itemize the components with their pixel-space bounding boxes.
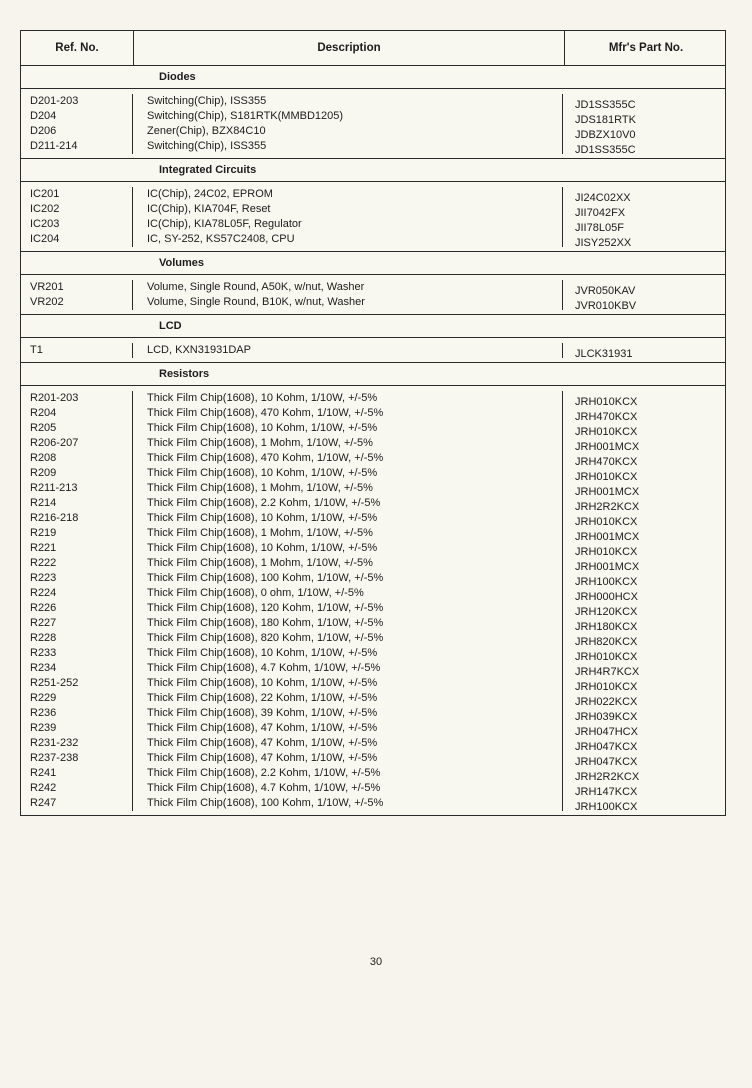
description-cell: Thick Film Chip(1608), 47 Kohm, 1/10W, +/-5%: [147, 737, 378, 749]
description-cell: Volume, Single Round, A50K, w/nut, Washer: [147, 281, 365, 293]
ref-no-cell: R224: [30, 587, 57, 599]
part-no-cell: JRH010KCX: [575, 651, 638, 663]
section-rows: [21, 89, 725, 159]
section-title-label: LCD: [159, 320, 182, 332]
ref-no-cell: R211-213: [30, 482, 78, 494]
description-cell: IC(Chip), 24C02, EPROM: [147, 188, 273, 200]
desc-column: [133, 391, 563, 811]
description-cell: Thick Film Chip(1608), 1 Mohm, 1/10W, +/-5%: [147, 557, 373, 569]
ref-no-cell: R226: [30, 602, 57, 614]
description-cell: LCD, KXN31931DAP: [147, 344, 251, 356]
part-no-cell: JRH180KCX: [575, 621, 638, 633]
section-title-label: Volumes: [159, 257, 205, 269]
ref-no-cell: D204: [30, 110, 57, 122]
section-title: [21, 66, 725, 89]
section-rows: [21, 338, 725, 363]
part-no-cell: JRH820KCX: [575, 636, 638, 648]
part-column: [563, 187, 725, 247]
description-cell: Thick Film Chip(1608), 10 Kohm, 1/10W, +/-5%: [147, 422, 378, 434]
ref-no-cell: R206-207: [30, 437, 79, 449]
part-no-cell: JRH2R2KCX: [575, 771, 640, 783]
ref-column: [21, 187, 133, 247]
section-title: [21, 159, 725, 182]
description-cell: Thick Film Chip(1608), 820 Kohm, 1/10W, +/-5%: [147, 632, 384, 644]
description-cell: Switching(Chip), ISS355: [147, 95, 267, 107]
part-column: [563, 94, 725, 154]
part-no-cell: JRH001MCX: [575, 531, 640, 543]
ref-no-cell: R221: [30, 542, 57, 554]
part-no-cell: JLCK31931: [575, 348, 633, 360]
description-cell: Thick Film Chip(1608), 10 Kohm, 1/10W, +/-5%: [147, 677, 378, 689]
part-no-cell: JRH001MCX: [575, 561, 640, 573]
ref-column: [21, 94, 133, 154]
part-column: [563, 391, 725, 811]
ref-no-cell: R205: [30, 422, 57, 434]
description-cell: Zener(Chip), BZX84C10: [147, 125, 266, 137]
description-cell: Thick Film Chip(1608), 10 Kohm, 1/10W, +/-5%: [147, 512, 378, 524]
description-cell: Thick Film Chip(1608), 2.2 Kohm, 1/10W, +/-5%: [147, 497, 381, 509]
part-no-cell: JRH047KCX: [575, 756, 638, 768]
description-cell: Thick Film Chip(1608), 1 Mohm, 1/10W, +/-5%: [147, 527, 373, 539]
description-cell: Thick Film Chip(1608), 4.7 Kohm, 1/10W, +/-5%: [147, 662, 381, 674]
description-cell: IC(Chip), KIA704F, Reset: [147, 203, 271, 215]
part-no-cell: JRH047HCX: [575, 726, 638, 738]
parts-table: [20, 30, 726, 816]
ref-no-cell: R236: [30, 707, 57, 719]
part-no-cell: JD1SS355C: [575, 144, 636, 156]
ref-no-cell: R234: [30, 662, 57, 674]
ref-no-cell: R222: [30, 557, 57, 569]
ref-no-cell: R214: [30, 497, 57, 509]
header-part-no: Mfr's Part No.: [608, 42, 684, 54]
part-no-cell: JDS181RTK: [575, 114, 636, 126]
part-no-cell: JRH100KCX: [575, 801, 638, 813]
ref-no-cell: D211-214: [30, 140, 78, 152]
ref-no-cell: R247: [30, 797, 57, 809]
part-no-cell: JRH010KCX: [575, 471, 638, 483]
desc-column: [133, 187, 563, 247]
part-no-cell: JRH001MCX: [575, 486, 640, 498]
section-rows: [21, 182, 725, 252]
description-cell: Switching(Chip), ISS355: [147, 140, 267, 152]
part-column: [563, 280, 725, 310]
table-header: [21, 31, 725, 66]
ref-no-cell: R241: [30, 767, 57, 779]
part-no-cell: JVR050KAV: [575, 285, 636, 297]
ref-no-cell: R239: [30, 722, 57, 734]
part-no-cell: JI24C02XX: [575, 192, 631, 204]
part-no-cell: JDBZX10V0: [575, 129, 636, 141]
ref-no-cell: R201-203: [30, 392, 79, 404]
description-cell: Volume, Single Round, B10K, w/nut, Washer: [147, 296, 365, 308]
description-cell: Thick Film Chip(1608), 10 Kohm, 1/10W, +/-5%: [147, 467, 378, 479]
ref-no-cell: IC204: [30, 233, 60, 245]
section-title-label: Integrated Circuits: [159, 164, 257, 176]
description-cell: Thick Film Chip(1608), 10 Kohm, 1/10W, +/-5%: [147, 647, 378, 659]
ref-no-cell: D206: [30, 125, 57, 137]
description-cell: Thick Film Chip(1608), 0 ohm, 1/10W, +/-5%: [147, 587, 364, 599]
ref-no-cell: R219: [30, 527, 57, 539]
ref-no-cell: R231-232: [30, 737, 79, 749]
description-cell: Thick Film Chip(1608), 47 Kohm, 1/10W, +/-5%: [147, 752, 378, 764]
ref-no-cell: IC202: [30, 203, 60, 215]
desc-column: [133, 280, 563, 310]
ref-no-cell: T1: [30, 344, 43, 356]
description-cell: Thick Film Chip(1608), 39 Kohm, 1/10W, +/-5%: [147, 707, 378, 719]
ref-no-cell: R233: [30, 647, 57, 659]
part-no-cell: JRH470KCX: [575, 411, 638, 423]
ref-no-cell: R204: [30, 407, 57, 419]
ref-no-cell: R209: [30, 467, 57, 479]
part-no-cell: JRH039KCX: [575, 711, 638, 723]
ref-no-cell: R242: [30, 782, 57, 794]
part-no-cell: JRH120KCX: [575, 606, 638, 618]
ref-no-cell: R228: [30, 632, 57, 644]
description-cell: Thick Film Chip(1608), 470 Kohm, 1/10W, +/-5%: [147, 407, 384, 419]
ref-no-cell: R237-238: [30, 752, 79, 764]
section-title-label: Resistors: [159, 368, 210, 380]
ref-no-cell: R216-218: [30, 512, 79, 524]
part-no-cell: JRH010KCX: [575, 516, 638, 528]
ref-no-cell: IC203: [30, 218, 60, 230]
part-no-cell: JD1SS355C: [575, 99, 636, 111]
part-no-cell: JRH470KCX: [575, 456, 638, 468]
ref-no-cell: R223: [30, 572, 57, 584]
page-number: 30: [369, 956, 383, 968]
description-cell: Thick Film Chip(1608), 10 Kohm, 1/10W, +/-5%: [147, 392, 378, 404]
ref-no-cell: R227: [30, 617, 57, 629]
part-no-cell: JRH100KCX: [575, 576, 638, 588]
description-cell: Thick Film Chip(1608), 47 Kohm, 1/10W, +/-5%: [147, 722, 378, 734]
description-cell: Thick Film Chip(1608), 1 Mohm, 1/10W, +/-5%: [147, 482, 373, 494]
description-cell: Thick Film Chip(1608), 470 Kohm, 1/10W, +/-5%: [147, 452, 384, 464]
section-title: [21, 363, 725, 386]
description-cell: Thick Film Chip(1608), 120 Kohm, 1/10W, +/-5%: [147, 602, 384, 614]
ref-column: [21, 391, 133, 811]
description-cell: IC, SY-252, KS57C2408, CPU: [147, 233, 295, 245]
description-cell: Thick Film Chip(1608), 10 Kohm, 1/10W, +/-5%: [147, 542, 378, 554]
part-no-cell: JRH001MCX: [575, 441, 640, 453]
part-no-cell: JRH010KCX: [575, 396, 638, 408]
part-no-cell: JRH010KCX: [575, 426, 638, 438]
part-no-cell: JRH010KCX: [575, 546, 638, 558]
desc-column: [133, 343, 563, 358]
ref-no-cell: IC201: [30, 188, 60, 200]
part-no-cell: JRH147KCX: [575, 786, 638, 798]
description-cell: Thick Film Chip(1608), 22 Kohm, 1/10W, +/-5%: [147, 692, 378, 704]
part-no-cell: JVR010KBV: [575, 300, 637, 312]
table-body: [21, 66, 725, 815]
ref-column: [21, 343, 133, 358]
header-ref-no: Ref. No.: [21, 31, 134, 65]
ref-no-cell: R229: [30, 692, 57, 704]
ref-no-cell: R251-252: [30, 677, 79, 689]
section-rows: [21, 275, 725, 315]
section-rows: [21, 386, 725, 815]
ref-no-cell: D201-203: [30, 95, 79, 107]
part-no-cell: JII7042FX: [575, 207, 626, 219]
ref-column: [21, 280, 133, 310]
section-title: [21, 315, 725, 338]
description-cell: Thick Film Chip(1608), 4.7 Kohm, 1/10W, +/-5%: [147, 782, 381, 794]
part-no-cell: JRH010KCX: [575, 681, 638, 693]
description-cell: Switching(Chip), S181RTK(MMBD1205): [147, 110, 344, 122]
part-no-cell: JRH4R7KCX: [575, 666, 640, 678]
part-no-cell: JRH2R2KCX: [575, 501, 640, 513]
description-cell: IC(Chip), KIA78L05F, Regulator: [147, 218, 302, 230]
part-no-cell: JISY252XX: [575, 237, 632, 249]
description-cell: Thick Film Chip(1608), 2.2 Kohm, 1/10W, +/-5%: [147, 767, 381, 779]
section-title: [21, 252, 725, 275]
ref-no-cell: VR202: [30, 296, 64, 308]
header-description: Description: [134, 31, 565, 65]
description-cell: Thick Film Chip(1608), 100 Kohm, 1/10W, +/-5%: [147, 572, 384, 584]
ref-no-cell: R208: [30, 452, 57, 464]
part-no-cell: JRH047KCX: [575, 741, 638, 753]
part-no-cell: JRH000HCX: [575, 591, 638, 603]
section-title-label: Diodes: [159, 71, 196, 83]
part-column: [563, 343, 725, 358]
ref-no-cell: VR201: [30, 281, 64, 293]
description-cell: Thick Film Chip(1608), 100 Kohm, 1/10W, +/-5%: [147, 797, 384, 809]
description-cell: Thick Film Chip(1608), 180 Kohm, 1/10W, +/-5%: [147, 617, 384, 629]
desc-column: [133, 94, 563, 154]
part-no-cell: JRH022KCX: [575, 696, 638, 708]
description-cell: Thick Film Chip(1608), 1 Mohm, 1/10W, +/-5%: [147, 437, 373, 449]
part-no-cell: JII78L05F: [575, 222, 624, 234]
